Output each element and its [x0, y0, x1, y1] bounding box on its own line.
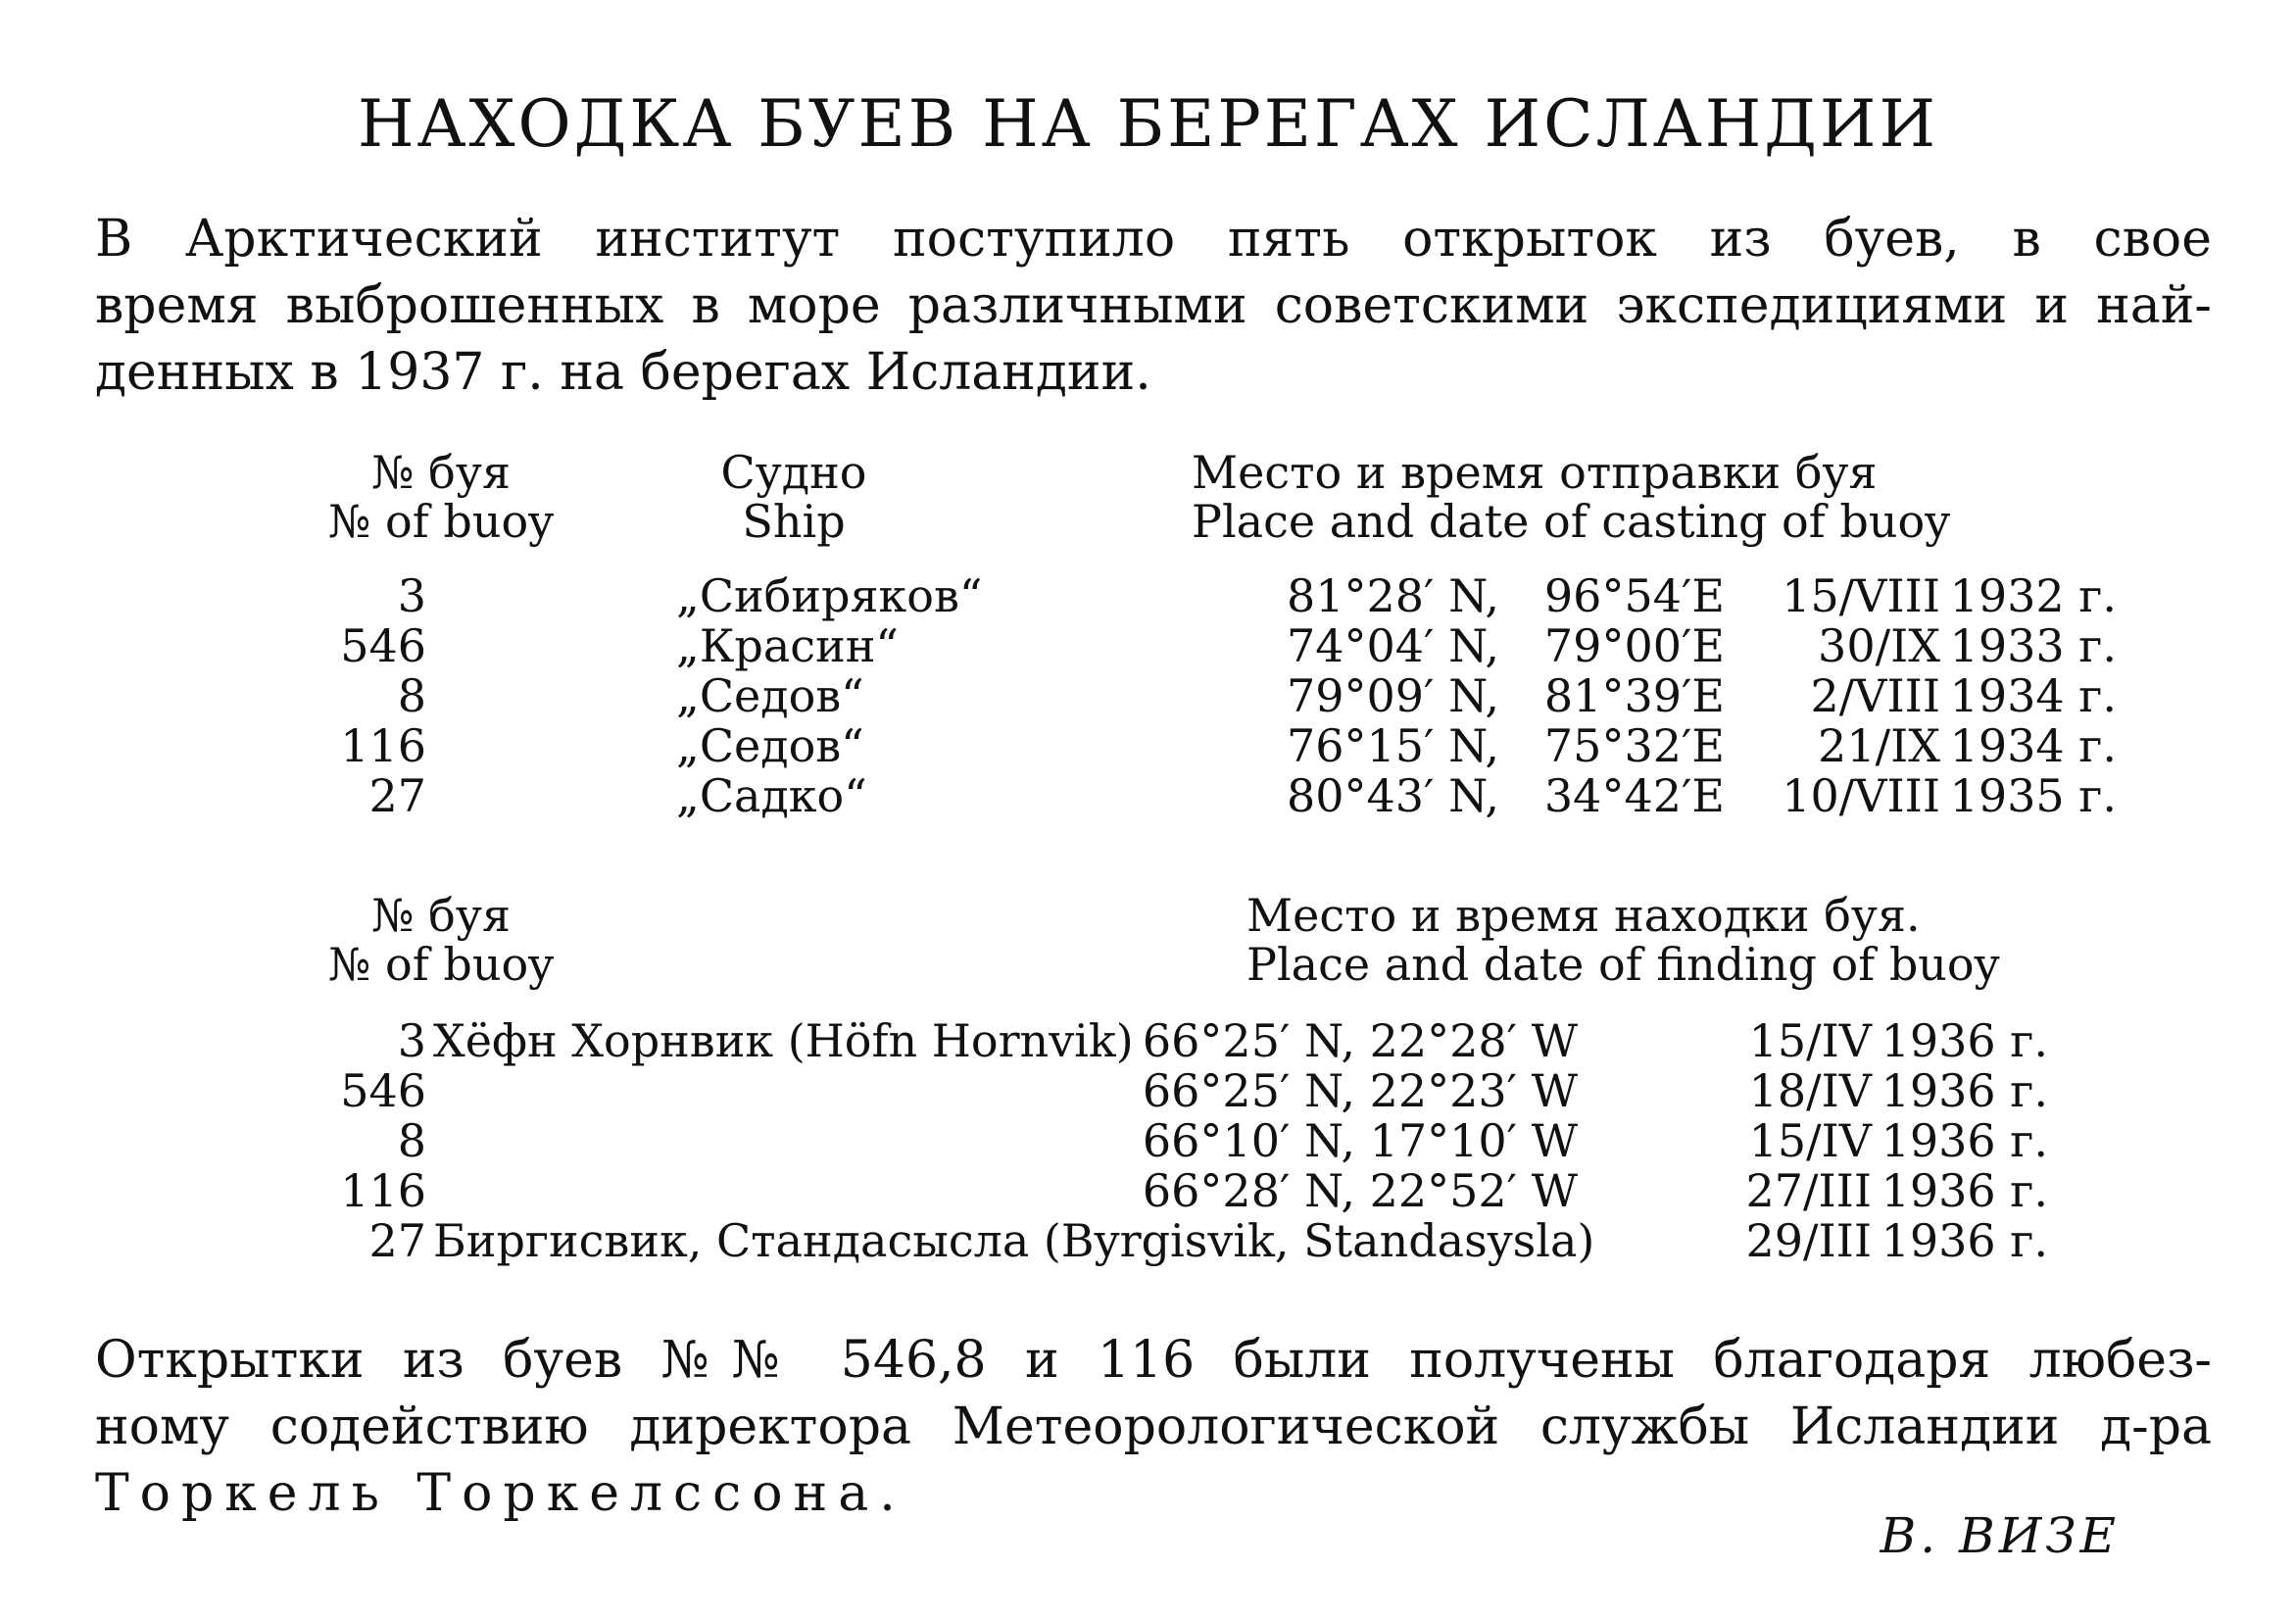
- t1-lat: 79°09′ N,: [1286, 669, 1499, 722]
- t2-year: 1936 г.: [1881, 1114, 2048, 1167]
- intro-line: время выброшенных в море различными советскими экспедициями и най-: [95, 276, 2212, 335]
- t1-year: 1934 г.: [1949, 669, 2117, 722]
- t2-header-place-ru: Место и время находки буя.: [1246, 889, 1921, 942]
- t2-year: 1936 г.: [1881, 1014, 2048, 1067]
- t1-date: 2/VIII: [1810, 669, 1940, 722]
- t1-lon: 96°54′E: [1543, 569, 1725, 622]
- t1-lon: 81°39′E: [1543, 669, 1725, 722]
- t1-lat: 80°43′ N,: [1286, 769, 1499, 822]
- t2-date: 29/III: [1745, 1214, 1872, 1267]
- t1-lon: 34°42′E: [1543, 769, 1725, 822]
- t1-year: 1934 г.: [1949, 719, 2117, 772]
- t2-header-place-en: Place and date of finding of buoy: [1246, 938, 2000, 991]
- t1-header-ship-ru: Судно: [720, 446, 867, 499]
- t2-year: 1936 г.: [1881, 1164, 2048, 1217]
- t2-buoy: 3: [397, 1014, 426, 1067]
- t1-lat: 74°04′ N,: [1286, 619, 1499, 672]
- t1-ship: „Седов“: [676, 669, 864, 722]
- t1-buoy: 546: [340, 619, 426, 672]
- t1-lat: 76°15′ N,: [1286, 719, 1499, 772]
- t2-buoy: 8: [397, 1114, 426, 1167]
- t2-place: Хёфн Хорнвик (Höfn Hornvik): [433, 1014, 1134, 1067]
- intro-line: денных в 1937 г. на берегах Исландии.: [95, 343, 1151, 402]
- t2-coords: 66°25′ N, 22°23′ W: [1142, 1064, 1578, 1117]
- t1-lat: 81°28′ N,: [1286, 569, 1499, 622]
- t1-lon: 75°32′E: [1543, 719, 1725, 772]
- t1-lon: 79°00′E: [1543, 619, 1725, 672]
- t1-buoy: 3: [397, 569, 426, 622]
- t2-header-buoy-en: № of buoy: [327, 938, 555, 991]
- t2-coords: 66°28′ N, 22°52′ W: [1142, 1164, 1578, 1217]
- t1-buoy: 8: [397, 669, 426, 722]
- t2-date: 15/IV: [1748, 1114, 1872, 1167]
- t1-ship: „Сибиряков“: [676, 569, 983, 622]
- t1-header-place-en: Place and date of casting of buoy: [1192, 495, 1951, 548]
- t1-header-place-ru: Место и время отправки буя: [1192, 446, 1878, 499]
- t2-header-buoy-ru: № буя: [371, 889, 511, 942]
- intro-paragraph: [95, 206, 2212, 406]
- t2-date: 27/III: [1745, 1164, 1872, 1217]
- t2-date: 18/IV: [1748, 1064, 1872, 1117]
- t1-date: 10/VIII: [1782, 769, 1940, 822]
- t2-coords: 66°25′ N, 22°28′ W: [1142, 1014, 1578, 1067]
- t2-place: Биргисвик, Стандасысла (Byrgisvik, Standasysla): [433, 1214, 1595, 1267]
- t1-year: 1932 г.: [1949, 569, 2117, 622]
- t1-year: 1933 г.: [1949, 619, 2117, 672]
- t1-date: 30/IX: [1818, 619, 1940, 672]
- closing-paragraph: [95, 1327, 2212, 1527]
- t2-year: 1936 г.: [1881, 1064, 2048, 1117]
- t1-header-ship-en: Ship: [742, 495, 846, 548]
- t1-ship: „Садко“: [676, 769, 867, 822]
- t1-ship: „Седов“: [676, 719, 864, 772]
- t1-date: 15/VIII: [1782, 569, 1940, 622]
- t1-ship: „Красин“: [676, 619, 899, 672]
- t2-buoy: 546: [340, 1064, 426, 1117]
- intro-line: В Арктический институт поступило пять открыток из буев, в свое: [95, 210, 2212, 269]
- t2-coords: 66°10′ N, 17°10′ W: [1142, 1114, 1578, 1167]
- page-title: НАХОДКА БУЕВ НА БЕРЕГАХ ИСЛАНДИИ: [357, 86, 1939, 162]
- t1-date: 21/IX: [1818, 719, 1940, 772]
- closing-line: Открытки из буев №№ 546,8 и 116 были получены благодаря любез-: [95, 1331, 2212, 1390]
- t1-buoy: 116: [340, 719, 426, 772]
- t1-year: 1935 г.: [1949, 769, 2117, 822]
- t2-buoy: 116: [340, 1164, 426, 1217]
- t2-year: 1936 г.: [1881, 1214, 2048, 1267]
- author-signature: В. ВИЗЕ: [1880, 1507, 2120, 1564]
- closing-line-name: Торкель Торкелссона.: [95, 1464, 906, 1523]
- t2-buoy: 27: [368, 1214, 426, 1267]
- t1-buoy: 27: [368, 769, 426, 822]
- closing-line: ному содействию директора Метеорологической службы Исландии д-ра: [95, 1398, 2212, 1456]
- t1-header-buoy-ru: № буя: [371, 446, 511, 499]
- t1-header-buoy-en: № of buoy: [327, 495, 555, 548]
- t2-date: 15/IV: [1748, 1014, 1872, 1067]
